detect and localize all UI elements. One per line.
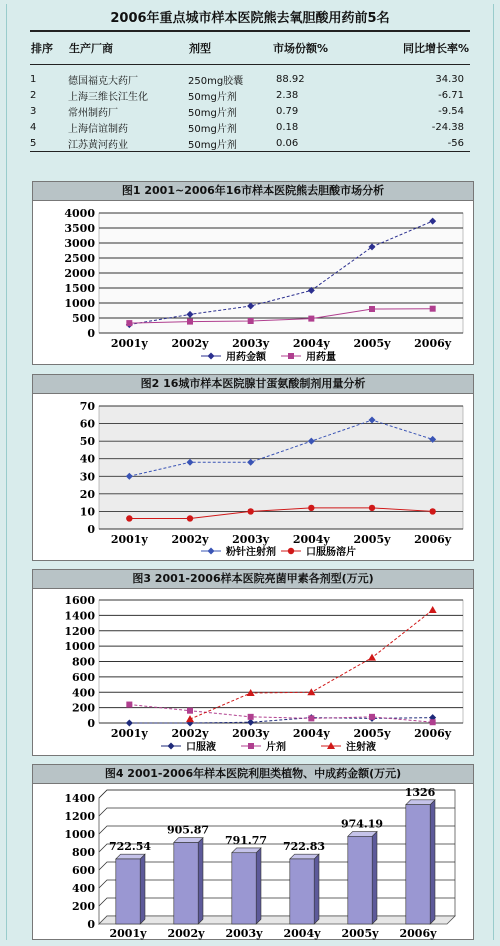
- cell-dosage-form: 50mg片剂: [188, 135, 272, 152]
- chart-1-y-tick: 500: [72, 312, 95, 325]
- table-header-row: [30, 31, 470, 65]
- chart-4-title: 图4 2001-2006年样本医院利胆类植物、中成药金额(万元): [33, 765, 473, 784]
- chart-panel-3: [32, 569, 474, 756]
- chart-4-bar-top: [116, 854, 145, 859]
- chart-3-series-2-point: [126, 702, 132, 708]
- chart-3-x-tick: 2006y: [414, 727, 452, 740]
- cell-manufacturer: 上海信谊制药: [68, 123, 128, 135]
- cell-rank: 4: [30, 121, 37, 133]
- chart-3-y-tick: 1200: [64, 624, 95, 638]
- chart-2-x-tick: 2006y: [414, 533, 452, 546]
- chart-4-y-tick: 0: [87, 918, 95, 931]
- cell-market-share: 88.92: [276, 73, 305, 85]
- chart-3-legend-label: 片剂: [266, 742, 286, 753]
- cell-rank: 2: [30, 89, 37, 101]
- chart-1-x-tick: 2005y: [353, 337, 391, 350]
- cell-manufacturer: 江苏黄河药业: [68, 135, 188, 152]
- chart-4-bar: [406, 805, 430, 924]
- chart-4-data-label: 905.87: [166, 823, 210, 837]
- chart-4-data-label: 1326: [404, 785, 436, 799]
- chart-4-y-tick: 1400: [64, 792, 95, 805]
- chart-3-plot: [33, 589, 473, 756]
- chart-2-y-tick: 40: [79, 452, 95, 466]
- chart-2-x-tick: 2002y: [171, 533, 209, 546]
- chart-4-bar-top: [174, 838, 203, 843]
- chart-2-plot: [33, 394, 473, 561]
- chart-2-y-tick: 10: [79, 505, 95, 519]
- chart-4-bar: [116, 859, 140, 924]
- chart-2-series-2-point: [247, 508, 253, 514]
- chart-3-y-tick: 800: [72, 655, 95, 669]
- chart-3-x-tick: 2002y: [171, 727, 209, 740]
- chart-2-plot-area: [99, 406, 463, 529]
- chart-4-x-tick: 2005y: [341, 927, 379, 940]
- chart-4-bar-side: [198, 838, 203, 924]
- chart-3-x-tick: 2004y: [292, 727, 330, 740]
- cell-rank: 5: [30, 135, 68, 152]
- chart-1-title: 图1 2001~2006年16市样本医院熊去胆酸市场分析: [33, 182, 473, 201]
- chart-4-y-tick: 600: [72, 864, 95, 877]
- chart-2-series-2-point: [126, 515, 132, 521]
- chart-4-y-tick: 800: [72, 846, 95, 859]
- chart-1-series-2-point: [187, 319, 193, 325]
- chart-2-y-tick: 0: [87, 523, 95, 536]
- chart-4-x-tick: 2006y: [399, 927, 437, 940]
- header-rank: 排序: [30, 31, 68, 65]
- chart-1-y-tick: 2000: [64, 267, 95, 280]
- header-manufacturer: 生产厂商: [68, 31, 188, 65]
- chart-3-series-2-point: [369, 714, 375, 720]
- chart-1-plot: [33, 201, 473, 365]
- chart-1-y-tick: 2500: [64, 252, 95, 265]
- cell-market-share: 2.38: [276, 89, 299, 101]
- chart-1-legend-marker: [208, 353, 215, 360]
- chart-2-legend-marker: [208, 548, 215, 555]
- chart-3-x-tick: 2005y: [353, 727, 391, 740]
- chart-2-title: 图2 16城市样本医院腺甘蛋氨酸制剂用量分析: [33, 375, 473, 394]
- chart-4-data-label: 722.83: [282, 840, 326, 854]
- ranking-table-block: [30, 8, 470, 152]
- chart-1-y-tick: 3000: [64, 237, 95, 250]
- chart-4-bar: [348, 836, 372, 924]
- chart-4-bar-side: [256, 848, 261, 924]
- chart-2-y-tick: 60: [79, 417, 95, 431]
- chart-1-y-tick: 1000: [64, 297, 95, 310]
- chart-2-series-2-point: [187, 515, 193, 521]
- table-row: [30, 135, 470, 152]
- chart-1-legend-label: 用药金额: [226, 352, 266, 363]
- cell-manufacturer: 常州制药厂: [68, 107, 118, 119]
- chart-2-legend-label: 口服肠溶片: [306, 547, 356, 558]
- table-title: 2006年重点城市样本医院熊去氧胆酸用药前5名: [110, 11, 390, 26]
- chart-2-series-2-point: [429, 508, 435, 514]
- chart-2-y-tick: 20: [79, 487, 95, 501]
- header-growth-rate: 同比增长率%: [358, 31, 470, 65]
- table-row: [30, 87, 470, 103]
- cell-growth-rate: -24.38: [431, 121, 464, 133]
- cell-growth-rate: -9.54: [438, 105, 464, 117]
- chart-4-bar-side: [430, 800, 435, 924]
- chart-2-series-2-point: [308, 505, 314, 511]
- cell-market-share: 0.06: [272, 135, 358, 152]
- chart-4-x-tick: 2002y: [167, 927, 205, 940]
- cell-growth-rate: -56: [358, 135, 470, 152]
- chart-2-x-tick: 2005y: [353, 533, 391, 546]
- chart-3-y-tick: 200: [72, 701, 95, 715]
- chart-3-y-tick: 600: [72, 670, 95, 684]
- cell-dosage-form: 50mg片剂: [188, 123, 237, 135]
- chart-4-y-tick: 200: [72, 900, 95, 913]
- chart-4-bar: [174, 842, 198, 924]
- chart-3-legend-label: 注射液: [346, 742, 376, 753]
- header-dosage-form: 剂型: [188, 31, 272, 65]
- cell-rank: 3: [30, 105, 37, 117]
- cell-dosage-form: 50mg片剂: [188, 107, 237, 119]
- cell-growth-rate: -6.71: [438, 89, 464, 101]
- chart-3-legend-marker: [168, 743, 175, 750]
- chart-4-y-tick: 1200: [64, 810, 95, 823]
- chart-4-bar-top: [406, 800, 435, 805]
- chart-4-floor: [99, 916, 455, 924]
- chart-4-data-label: 974.19: [340, 817, 384, 831]
- chart-4-y-tick: 400: [72, 882, 95, 895]
- table-row: [30, 103, 470, 119]
- chart-4-bar: [232, 853, 256, 924]
- chart-3-y-tick: 0: [87, 717, 95, 730]
- chart-3-legend-label: 口服液: [186, 742, 216, 753]
- chart-3-y-tick: 1000: [64, 640, 95, 654]
- chart-1-legend-marker: [288, 353, 294, 359]
- chart-4-x-tick: 2003y: [225, 927, 263, 940]
- chart-1-legend-label: 用药量: [306, 352, 336, 363]
- cell-dosage-form: 50mg片剂: [188, 91, 237, 103]
- cell-manufacturer: 德国福克大药厂: [68, 75, 138, 87]
- chart-1-x-tick: 2004y: [292, 337, 330, 350]
- chart-4-y-tick: 1000: [64, 828, 95, 841]
- chart-1-x-tick: 2001y: [110, 337, 148, 350]
- chart-4-bar-side: [372, 832, 377, 924]
- chart-2-x-tick: 2004y: [292, 533, 330, 546]
- cell-market-share: 0.79: [276, 105, 299, 117]
- chart-panel-4: [32, 764, 474, 940]
- chart-4-bar-side: [140, 854, 145, 924]
- table-row: [30, 119, 470, 135]
- chart-4-bar: [290, 859, 314, 924]
- chart-1-series-2-point: [248, 318, 254, 324]
- chart-4-bar-side: [314, 854, 319, 924]
- chart-1-y-tick: 1500: [64, 282, 95, 295]
- chart-3-y-tick: 1600: [64, 594, 95, 607]
- chart-4-bar-top: [232, 848, 261, 853]
- header-market-share: 市场份额%: [272, 31, 358, 65]
- chart-3-x-tick: 2003y: [232, 727, 270, 740]
- chart-3-y-tick: 1400: [64, 609, 95, 623]
- chart-2-legend-label: 粉针注射剂: [226, 547, 276, 558]
- ranking-table: [30, 30, 470, 152]
- chart-2-y-tick: 30: [79, 470, 95, 484]
- chart-2-x-tick: 2001y: [110, 533, 148, 546]
- cell-manufacturer: 上海三维长江生化: [68, 91, 148, 103]
- chart-2-legend-marker: [288, 548, 294, 554]
- chart-2-y-tick: 50: [79, 435, 95, 449]
- chart-4-bar-top: [348, 832, 377, 837]
- chart-3-series-2-point: [308, 715, 314, 721]
- chart-1-series-2-point: [126, 320, 132, 326]
- chart-4-data-label: 791.77: [224, 833, 268, 847]
- chart-3-legend-marker: [248, 743, 254, 749]
- table-row: [30, 65, 470, 88]
- chart-2-x-tick: 2003y: [232, 533, 270, 546]
- chart-3-x-tick: 2001y: [110, 727, 148, 740]
- chart-4-plot: [33, 784, 473, 940]
- chart-1-x-tick: 2006y: [414, 337, 452, 350]
- chart-3-title: 图3 2001-2006样本医院亮菌甲素各剂型(万元): [33, 570, 473, 589]
- chart-3-series-2-point: [248, 714, 254, 720]
- cell-rank: 1: [30, 73, 37, 85]
- chart-panel-1: [32, 181, 474, 365]
- chart-1-x-tick: 2002y: [171, 337, 209, 350]
- chart-4-data-label: 722.54: [108, 840, 152, 854]
- chart-4-x-tick: 2004y: [283, 927, 321, 940]
- chart-1-y-tick: 0: [87, 327, 95, 340]
- chart-4-plot-area: [99, 790, 455, 924]
- chart-1-series-2-point: [430, 306, 436, 312]
- chart-2-series-2-point: [369, 505, 375, 511]
- chart-1-series-2-point: [369, 306, 375, 312]
- chart-3-series-2-point: [430, 719, 436, 725]
- chart-1-y-tick: 4000: [64, 207, 95, 220]
- chart-1-x-tick: 2003y: [232, 337, 270, 350]
- chart-4-x-tick: 2001y: [109, 927, 147, 940]
- chart-2-y-tick: 70: [79, 400, 95, 413]
- cell-dosage-form: 250mg胶囊: [188, 75, 244, 87]
- chart-3-series-2-point: [187, 708, 193, 714]
- chart-3-y-tick: 400: [72, 686, 95, 700]
- chart-4-bar-top: [290, 854, 319, 859]
- chart-1-series-2-point: [308, 316, 314, 322]
- chart-panel-2: [32, 374, 474, 561]
- cell-market-share: 0.18: [276, 121, 299, 133]
- cell-growth-rate: 34.30: [435, 73, 464, 85]
- chart-1-y-tick: 3500: [64, 222, 95, 235]
